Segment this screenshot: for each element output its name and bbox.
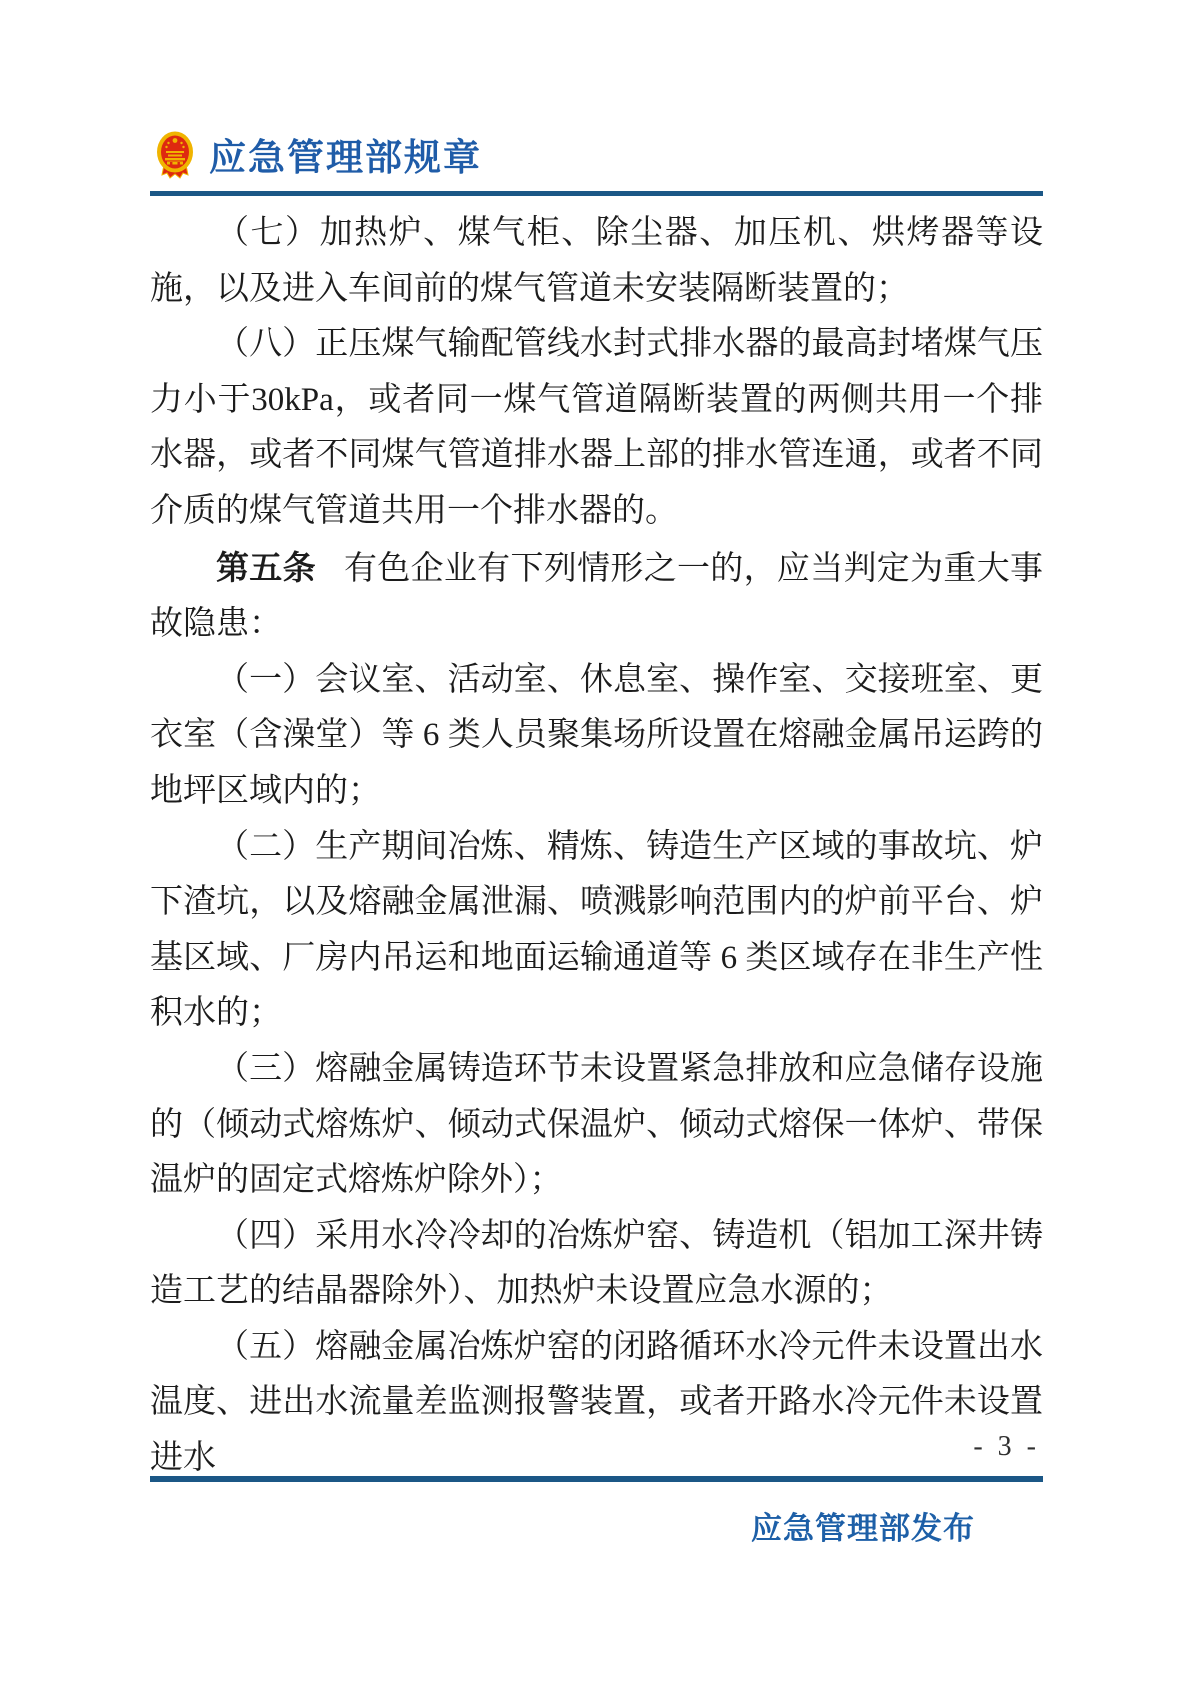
paragraph: （八）正压煤气输配管线水封式排水器的最高封堵煤气压力小于30kPa，或者同一煤气管道隔断装置的两侧共用一个排水器，或者不同煤气管道排水器上部的排水管连通，或者不同介质的煤气管道共用一个排水器的。 bbox=[150, 326, 1043, 529]
article-number-label: 第五条 bbox=[216, 548, 316, 586]
paragraph bbox=[150, 540, 1043, 653]
paragraph: （三）熔融金属铸造环节未设置紧急排放和应急储存设施的（倾动式熔炼炉、倾动式保温炉、倾动式熔保一体炉、带保温炉的固定式熔炼炉除外）； bbox=[150, 1050, 1043, 1199]
publisher-label: 应急管理部发布 bbox=[751, 1511, 975, 1546]
header-title: 应急管理部规章 bbox=[209, 137, 482, 178]
paragraph: （四）采用水冷冷却的冶炼炉窑、铸造机（铝加工深井铸造工艺的结晶器除外）、加热炉未设置应急水源的； bbox=[150, 1217, 1043, 1310]
footer-rule bbox=[150, 1476, 1043, 1482]
paragraph-text: 有色企业有下列情形之一的，应当判定为重大事故隐患： bbox=[150, 550, 1044, 643]
page-number: - 3 - bbox=[973, 1431, 1040, 1462]
paragraph: （二）生产期间冶炼、精炼、铸造生产区域的事故坑、炉下渣坑，以及熔融金属泄漏、喷溅影响范围内的炉前平台、炉基区域、厂房内吊运和地面运输通道等 6 类区域存在非生产性积水的； bbox=[150, 828, 1043, 1032]
national-emblem-icon bbox=[156, 129, 194, 181]
paragraph: （五）熔融金属冶炼炉窑的闭路循环水冷元件未设置出水温度、进出水流量差监测报警装置，或者开路水冷元件未设置进水 bbox=[150, 1328, 1043, 1477]
document-body bbox=[150, 206, 1043, 1487]
paragraph: （七）加热炉、煤气柜、除尘器、加压机、烘烤器等设施，以及进入车间前的煤气管道未安装隔断装置的； bbox=[150, 215, 1043, 307]
header-rule bbox=[150, 191, 1043, 196]
paragraph: （一）会议室、活动室、休息室、操作室、交接班室、更衣室（含澡堂）等 6 类人员聚集场所设置在熔融金属吊运跨的地坪区域内的； bbox=[150, 661, 1043, 809]
